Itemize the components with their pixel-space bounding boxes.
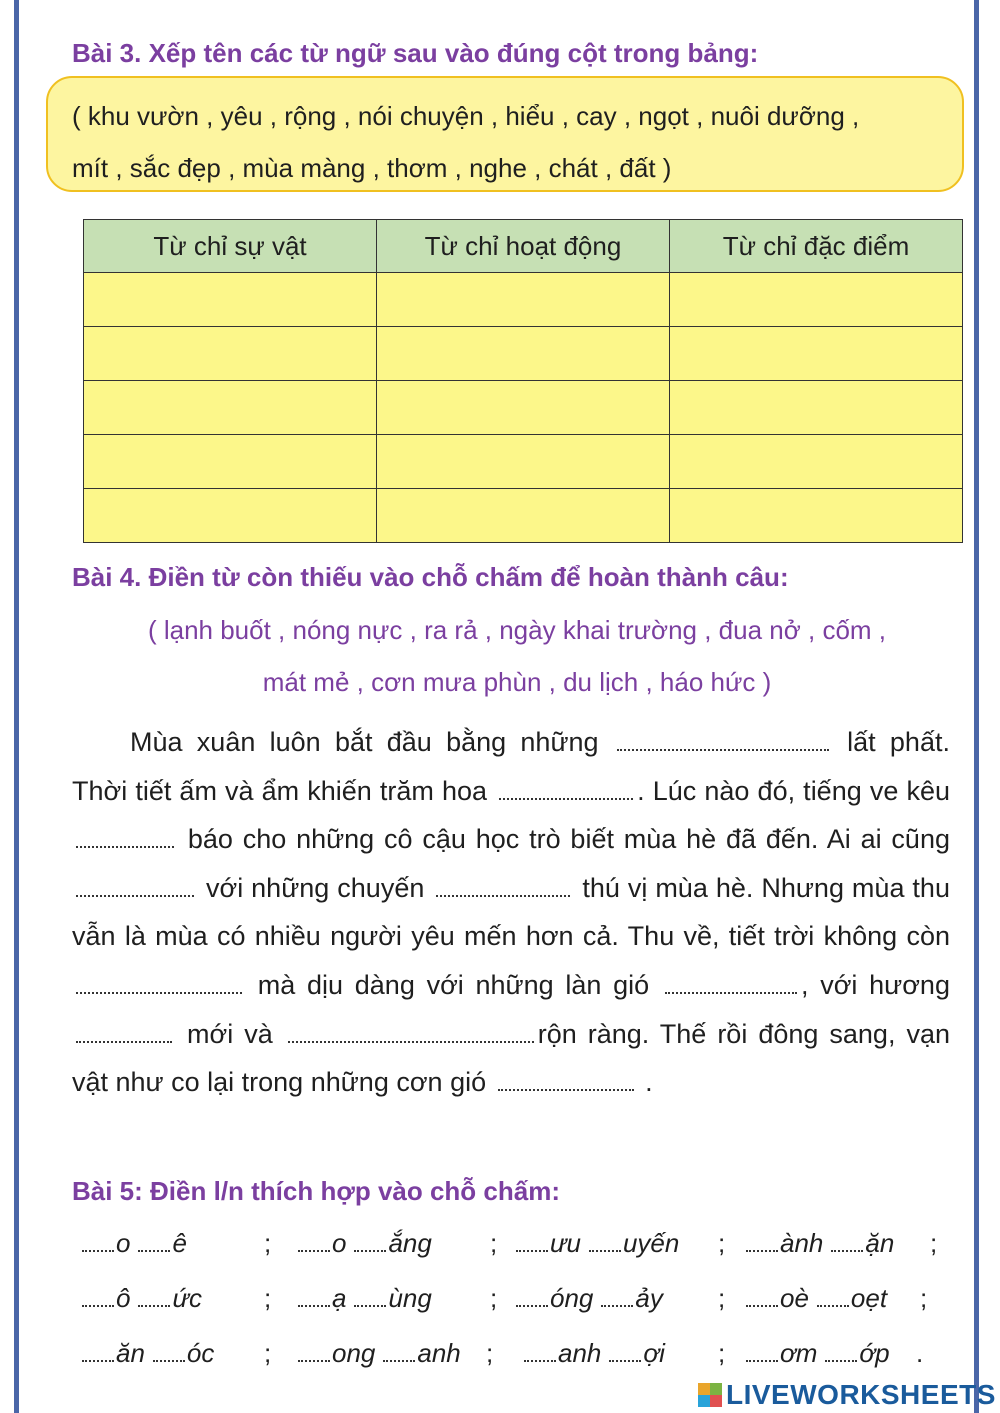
word-bank-line-2: mát mẻ , cơn mưa phùn , du lịch , háo hức ): [262, 667, 772, 697]
ln-item: óng ảy: [516, 1283, 663, 1314]
blank-input[interactable]: [831, 1232, 863, 1252]
page-border-left: [14, 0, 19, 1413]
blank-input[interactable]: [82, 1342, 114, 1362]
blank-input[interactable]: [298, 1287, 330, 1307]
blank-input[interactable]: [436, 877, 570, 897]
blank-input[interactable]: [138, 1287, 170, 1307]
ln-item: ơm ớp: [746, 1338, 890, 1369]
separator: ;: [920, 1283, 928, 1313]
blank-input[interactable]: [76, 974, 242, 994]
ln-item: ong anh: [298, 1338, 461, 1369]
blank-input[interactable]: [665, 974, 797, 994]
separator: ;: [718, 1283, 726, 1313]
answer-cell[interactable]: [377, 435, 670, 489]
exercise-3-word-bank: [46, 76, 964, 192]
table-row: [84, 435, 963, 489]
separator: ;: [490, 1283, 498, 1313]
blank-input[interactable]: [516, 1287, 548, 1307]
separator: ;: [264, 1283, 272, 1313]
page-border-right: [974, 0, 979, 1413]
blank-input[interactable]: [383, 1342, 415, 1362]
answer-cell[interactable]: [670, 435, 963, 489]
blank-input[interactable]: [601, 1287, 633, 1307]
word-bank-line-1: ( lạnh buốt , nóng nực , ra rả , ngày khai trường , đua nở , cốm ,: [147, 615, 887, 645]
separator: ;: [718, 1338, 726, 1368]
passage-text: mà dịu dàng với những làn gió: [257, 969, 650, 1000]
table-row: [84, 381, 963, 435]
separator: ;: [490, 1228, 498, 1258]
word-sort-table: [83, 219, 963, 543]
liveworksheets-logo-icon: [698, 1383, 722, 1407]
blank-input[interactable]: [82, 1287, 114, 1307]
ln-item: ô ức: [82, 1283, 202, 1314]
exercise-5-heading: Bài 5: Điền l/n thích hợp vào chỗ chấm:: [72, 1176, 560, 1206]
blank-input[interactable]: [825, 1342, 857, 1362]
blank-input[interactable]: [746, 1287, 778, 1307]
passage-text: . Lúc nào đó, tiếng ve kêu: [637, 775, 950, 806]
answer-cell[interactable]: [84, 381, 377, 435]
answer-cell[interactable]: [377, 327, 670, 381]
blank-input[interactable]: [138, 1232, 170, 1252]
passage-text: lất phất. Thời tiết ấm và ẩm khiến trăm hoa: [72, 727, 950, 806]
passage-text: Mùa xuân luôn bắt đầu bằng những: [130, 727, 599, 757]
blank-input[interactable]: [524, 1342, 556, 1362]
exercise-3-heading: Bài 3. Xếp tên các từ ngữ sau vào đúng cột trong bảng:: [72, 38, 759, 68]
separator: ;: [264, 1338, 272, 1368]
blank-input[interactable]: [746, 1342, 778, 1362]
ln-item: oè oẹt: [746, 1283, 887, 1314]
answer-cell[interactable]: [84, 489, 377, 543]
separator: ;: [264, 1228, 272, 1258]
passage-text: thú vị mùa hè. Nhưng mùa thu vẫn là mùa có nhiều người yêu mến hơn cả. Thu về, tiết trời không còn: [72, 872, 950, 952]
answer-cell[interactable]: [377, 381, 670, 435]
blank-input[interactable]: [153, 1342, 185, 1362]
passage-text: .: [645, 1067, 653, 1098]
ln-item: anh ợi: [524, 1338, 665, 1369]
table-header-row: [84, 220, 963, 273]
passage-text: mới và: [187, 1018, 273, 1049]
blank-input[interactable]: [76, 1023, 172, 1043]
ln-item: ành ặn: [746, 1228, 894, 1259]
word-bank-line-2: mít , sắc đẹp , mùa màng , thơm , nghe , chát , đất ): [72, 153, 672, 183]
exercise-4-word-bank: [72, 604, 962, 708]
table-row: [84, 489, 963, 543]
answer-cell[interactable]: [84, 435, 377, 489]
word-bank-line-1: ( khu vườn , yêu , rộng , nói chuyện , hiểu , cay , ngọt , nuôi dưỡng ,: [72, 101, 860, 131]
passage-text: , với hương: [800, 969, 950, 1000]
blank-input[interactable]: [82, 1232, 114, 1252]
blank-input[interactable]: [298, 1342, 330, 1362]
ln-item: ưu uyến: [516, 1228, 679, 1259]
blank-input[interactable]: [609, 1342, 641, 1362]
passage-text: với những chuyến: [205, 872, 425, 903]
blank-input[interactable]: [746, 1232, 778, 1252]
blank-input[interactable]: [516, 1232, 548, 1252]
answer-cell[interactable]: [670, 327, 963, 381]
exercise-4-heading: Bài 4. Điền từ còn thiếu vào chỗ chấm để hoàn thành câu:: [72, 562, 789, 592]
answer-cell[interactable]: [84, 273, 377, 327]
blank-input[interactable]: [354, 1232, 386, 1252]
separator: ;: [486, 1338, 494, 1368]
header-noun-words: Từ chỉ sự vật: [84, 220, 377, 273]
end-period: .: [916, 1338, 924, 1368]
logo-text: LIVEWORKSHEETS: [726, 1379, 996, 1410]
blank-input[interactable]: [288, 1023, 534, 1043]
blank-input[interactable]: [76, 877, 194, 897]
blank-input[interactable]: [617, 731, 829, 751]
ln-item: o ê: [82, 1228, 187, 1259]
header-action-words: Từ chỉ hoạt động: [377, 220, 670, 273]
answer-cell[interactable]: [670, 489, 963, 543]
table-row: [84, 273, 963, 327]
blank-input[interactable]: [354, 1287, 386, 1307]
answer-cell[interactable]: [377, 273, 670, 327]
fill-in-passage: [72, 718, 950, 1107]
separator: ;: [930, 1228, 938, 1258]
blank-input[interactable]: [76, 828, 174, 848]
answer-cell[interactable]: [377, 489, 670, 543]
passage-text: rộn ràng. Thế rồi đông sang, vạn vật như co lại trong những cơn gió: [72, 1018, 950, 1098]
ln-item: o ắng: [298, 1228, 432, 1259]
answer-cell[interactable]: [84, 327, 377, 381]
table-row: [84, 327, 963, 381]
separator: ;: [718, 1228, 726, 1258]
answer-cell[interactable]: [670, 381, 963, 435]
blank-input[interactable]: [499, 780, 633, 800]
liveworksheets-logo: [698, 1378, 996, 1412]
blank-input[interactable]: [589, 1232, 621, 1252]
passage-text: báo cho những cô cậu học trò biết mùa hè đã đến. Ai ai cũng: [187, 824, 950, 855]
answer-cell[interactable]: [670, 273, 963, 327]
header-feature-words: Từ chỉ đặc điểm: [670, 220, 963, 273]
blank-input[interactable]: [817, 1287, 849, 1307]
blank-input[interactable]: [498, 1071, 634, 1091]
blank-input[interactable]: [298, 1232, 330, 1252]
ln-item: ăn óc: [82, 1338, 214, 1369]
ln-item: ạ ùng: [298, 1283, 432, 1314]
